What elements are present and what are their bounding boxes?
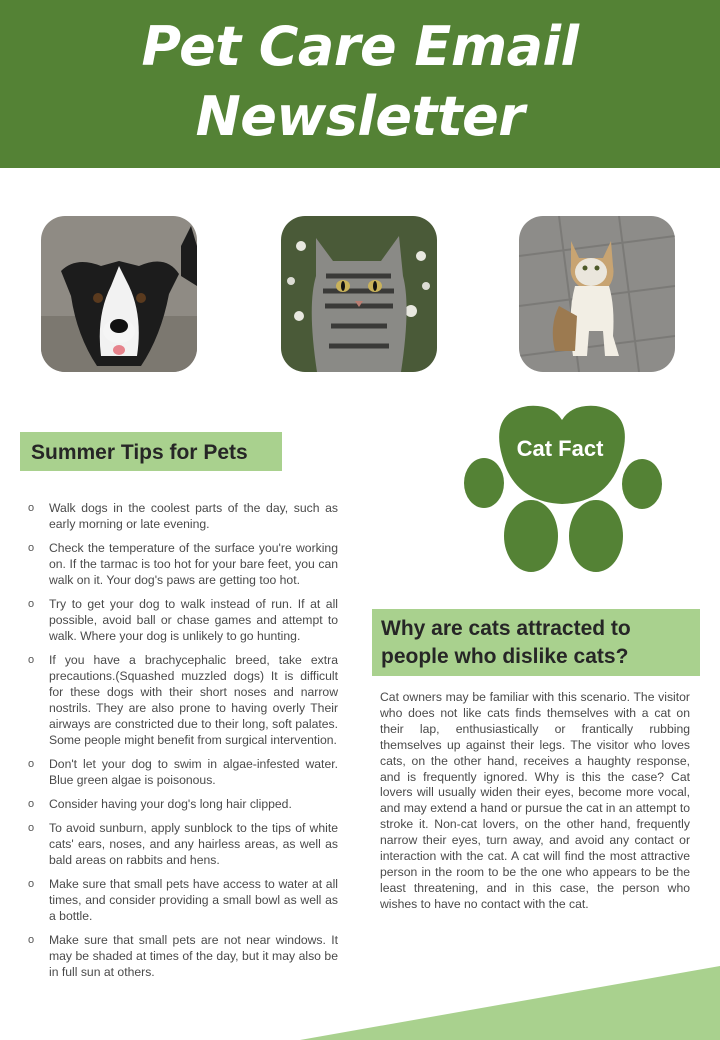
summer-tips-heading: Summer Tips for Pets — [20, 432, 282, 471]
tabby-cat-photo — [281, 216, 437, 372]
bullet-icon: o — [28, 542, 35, 554]
list-item: o Walk dogs in the coolest parts of the day, such as early morning or late evening. — [28, 501, 338, 531]
bullet-icon: o — [28, 758, 35, 770]
cat-fact-question: Why are cats attracted to people who dislike cats? — [372, 609, 700, 676]
bullet-icon: o — [28, 878, 35, 890]
dog-photo — [41, 216, 197, 372]
summer-tips-list — [28, 500, 338, 988]
calico-cat-photo — [519, 216, 675, 372]
list-item: o Make sure that small pets are not near windows. It may be shaded at times of the day, but it may also be in full sun at others. — [28, 933, 338, 979]
bullet-icon: o — [28, 822, 35, 834]
list-item: o Make sure that small pets have access to water at all times, and consider providing a small bowl as well as a bottle. — [28, 877, 338, 923]
cat-fact-body: Cat owners may be familiar with this scenario. The visitor who does not like cats finds themselves with a cat on their lap, enthusiastically or frantically rubbing themselves up against their legs. The visitor who loves cats, on the other hand, receives a haughty response, and is frequently ignored. Why is this the case? Cat lovers will usually widen their eyes, become more vocal, and may extend a hand or pursue the cat in an attempt to stroke it. Non-cat lovers, on the other hand, frequently narrow their eyes, turn away, and avoid any contact or interaction with the cat. A cat will find the most attractive person in the room to be the one who appears to be the least threatening, and in this case, the person who wishes to have no contact with the cat. — [380, 690, 690, 911]
list-item: o Check the temperature of the surface you're working on. If the tarmac is too hot for your bare feet, you can walk on it. Your dog's paws are getting too hot. — [28, 541, 338, 587]
cat-fact-label: Cat Fact — [516, 436, 604, 461]
bullet-icon: o — [28, 598, 35, 610]
bullet-icon: o — [28, 654, 35, 666]
header-banner — [0, 0, 720, 168]
bullet-icon: o — [28, 502, 35, 514]
list-item: o Don't let your dog to swim in algae-infested water. Blue green algae is poisonous. — [28, 757, 338, 787]
paw-print-icon — [460, 402, 666, 578]
list-item: o If you have a brachycephalic breed, take extra precautions.(Squashed muzzled dogs) It is difficult for these dogs with their short noses and narrow nostrils. They are also prone to having overly Their airways are constricted due to their long, soft palates. Some people might benefit from surgical intervention. — [28, 653, 338, 747]
list-item: o Try to get your dog to walk instead of run. If at all possible, avoid ball or chase games and attempt to walk. Where your dog is unlikely to go hunting. — [28, 597, 338, 643]
bullet-icon: o — [28, 934, 35, 946]
list-item: o Consider having your dog's long hair clipped. — [28, 797, 292, 811]
list-item: o To avoid sunburn, apply sunblock to the tips of white cats' ears, noses, and any hairless areas, as well as bald areas on rabbits and hens. — [28, 821, 338, 867]
bullet-icon: o — [28, 798, 35, 810]
page-title: Pet Care Email Newsletter — [141, 15, 579, 148]
